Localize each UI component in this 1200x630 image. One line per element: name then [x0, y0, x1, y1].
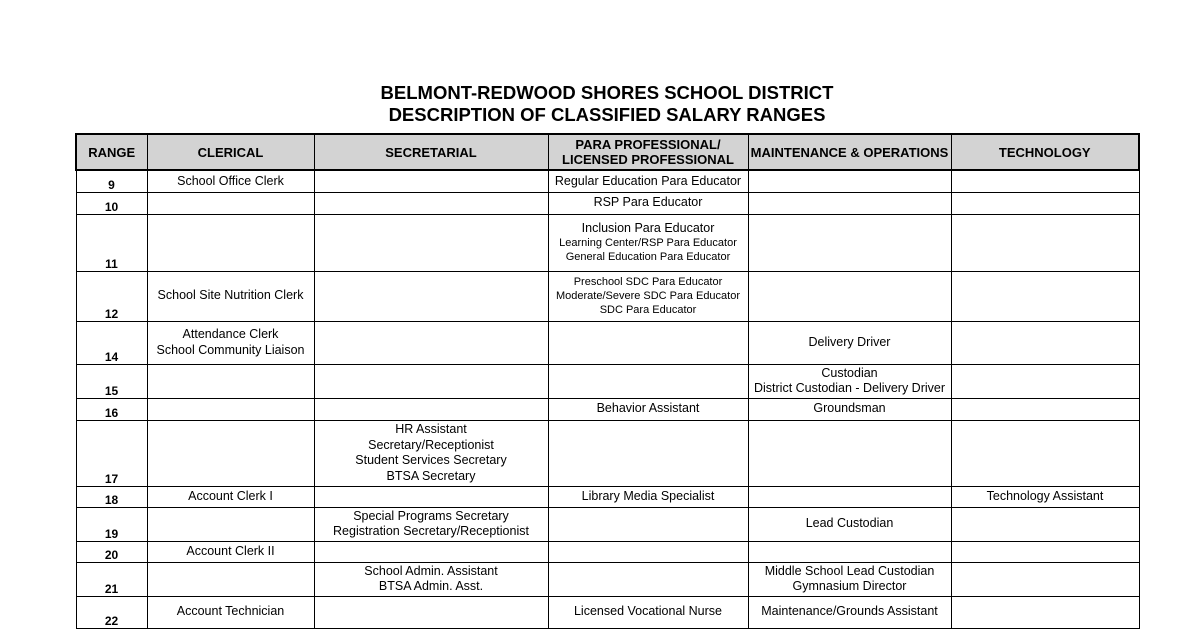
position-title: Gymnasium Director [792, 579, 907, 593]
technology-cell [951, 192, 1139, 214]
secretarial-cell [314, 192, 548, 214]
table-row [76, 170, 1139, 192]
position-title: School Site Nutrition Clerk [157, 288, 304, 303]
secretarial-cell [314, 170, 548, 192]
range-cell: 9 [76, 170, 147, 192]
position-title: Special Programs Secretary [353, 508, 509, 523]
document-subtitle: DESCRIPTION OF CLASSIFIED SALARY RANGES [388, 104, 826, 125]
clerical-cell [147, 420, 314, 486]
clerical-cell [147, 541, 314, 562]
secretarial-cell [314, 321, 548, 364]
position-title: SDC Para Educator [599, 304, 697, 316]
position-title: School Community Liaison [156, 342, 305, 357]
secretarial-cell [314, 214, 548, 271]
header-para-line1: PARA PROFESSIONAL/ [575, 137, 721, 152]
secretarial-cell [314, 398, 548, 420]
secretarial-cell [314, 541, 548, 562]
position-title: School Office Clerk [177, 173, 284, 188]
clerical-cell [147, 214, 314, 271]
range-cell: 15 [76, 364, 147, 398]
position-title: Inclusion Para Educator [581, 220, 715, 235]
table-row [76, 507, 1139, 541]
header-technology: TECHNOLOGY [951, 134, 1139, 170]
position-title: Preschool SDC Para Educator [573, 276, 723, 288]
position-title: Account Technician [176, 604, 285, 619]
range-cell: 16 [76, 398, 147, 420]
position-title: Middle School Lead Custodian [764, 563, 935, 578]
table-row [76, 214, 1139, 271]
technology-cell [951, 420, 1139, 486]
table-body [76, 170, 1139, 628]
position-title: Secretary/Receptionist [368, 437, 494, 452]
para-cell [548, 541, 748, 562]
clerical-cell [147, 398, 314, 420]
header-clerical: CLERICAL [147, 134, 314, 170]
position-title: Attendance Clerk [182, 327, 279, 341]
clerical-cell [147, 507, 314, 541]
maintenance-cell [748, 596, 951, 628]
maintenance-cell [748, 541, 951, 562]
range-cell: 17 [76, 420, 147, 486]
table-row [76, 398, 1139, 420]
technology-cell [951, 486, 1139, 507]
table-row [76, 596, 1139, 628]
position-title: Lead Custodian [805, 516, 894, 531]
position-title: School Admin. Assistant [364, 563, 498, 578]
position-title: BTSA Admin. Asst. [378, 579, 484, 593]
range-cell: 14 [76, 321, 147, 364]
secretarial-cell [314, 507, 548, 541]
technology-cell [951, 321, 1139, 364]
position-title: Student Services Secretary [355, 453, 507, 467]
position-title: Groundsman [813, 401, 886, 416]
para-cell [548, 364, 748, 398]
para-cell [548, 170, 748, 192]
position-title: Account Clerk II [186, 543, 275, 558]
technology-cell [951, 507, 1139, 541]
header-range: RANGE [76, 134, 147, 170]
position-title: RSP Para Educator [593, 195, 703, 210]
para-cell [548, 321, 748, 364]
clerical-cell [147, 364, 314, 398]
maintenance-cell [748, 562, 951, 596]
para-cell [548, 420, 748, 486]
technology-cell [951, 170, 1139, 192]
table-row [76, 541, 1139, 562]
range-cell: 21 [76, 562, 147, 596]
clerical-cell [147, 170, 314, 192]
clerical-cell [147, 596, 314, 628]
maintenance-cell [748, 364, 951, 398]
secretarial-cell [314, 271, 548, 321]
table-row [76, 562, 1139, 596]
para-cell [548, 507, 748, 541]
position-title: Regular Education Para Educator [554, 173, 742, 188]
maintenance-cell [748, 192, 951, 214]
position-title: District Custodian - Delivery Driver [753, 381, 945, 395]
range-cell: 18 [76, 486, 147, 507]
para-cell [548, 192, 748, 214]
range-cell: 11 [76, 214, 147, 271]
range-cell: 22 [76, 596, 147, 628]
table-row [76, 420, 1139, 486]
table-row [76, 486, 1139, 507]
secretarial-cell [314, 596, 548, 628]
secretarial-cell [314, 562, 548, 596]
position-title: Behavior Assistant [596, 401, 700, 416]
table-header-row [76, 134, 1139, 170]
para-cell [548, 398, 748, 420]
para-cell [548, 562, 748, 596]
range-cell: 10 [76, 192, 147, 214]
para-cell [548, 596, 748, 628]
position-title: Account Clerk I [188, 488, 273, 503]
clerical-cell [147, 192, 314, 214]
range-cell: 20 [76, 541, 147, 562]
clerical-cell [147, 486, 314, 507]
header-secretarial: SECRETARIAL [314, 134, 548, 170]
para-cell [548, 214, 748, 271]
position-title: Moderate/Severe SDC Para Educator [555, 290, 741, 302]
position-title: Maintenance/Grounds Assistant [761, 604, 938, 619]
position-title: General Education Para Educator [565, 251, 731, 264]
header-para-professional [548, 134, 748, 170]
table-row [76, 271, 1139, 321]
secretarial-cell [314, 364, 548, 398]
technology-cell [951, 364, 1139, 398]
table-row [76, 364, 1139, 398]
position-title: Library Media Specialist [581, 488, 715, 503]
maintenance-cell [748, 271, 951, 321]
position-title: Learning Center/RSP Para Educator [559, 237, 737, 250]
technology-cell [951, 541, 1139, 562]
position-title: Registration Secretary/Receptionist [333, 524, 529, 538]
position-title: Licensed Vocational Nurse [573, 604, 722, 619]
header-maintenance: MAINTENANCE & OPERATIONS [748, 134, 951, 170]
clerical-cell [147, 562, 314, 596]
secretarial-cell [314, 486, 548, 507]
range-cell: 12 [76, 271, 147, 321]
position-title: HR Assistant [395, 422, 467, 436]
maintenance-cell [748, 398, 951, 420]
position-title: Delivery Driver [808, 334, 891, 349]
maintenance-cell [748, 507, 951, 541]
salary-ranges-table [75, 133, 1140, 629]
position-title: BTSA Secretary [386, 468, 476, 483]
maintenance-cell [748, 214, 951, 271]
para-cell [548, 271, 748, 321]
clerical-cell [147, 321, 314, 364]
para-cell [548, 486, 748, 507]
maintenance-cell [748, 170, 951, 192]
technology-cell [951, 562, 1139, 596]
position-title: Technology Assistant [986, 488, 1104, 503]
maintenance-cell [748, 321, 951, 364]
table-row [76, 192, 1139, 214]
secretarial-cell [314, 420, 548, 486]
technology-cell [951, 398, 1139, 420]
document-title: BELMONT-REDWOOD SHORES SCHOOL DISTRICT [380, 82, 834, 103]
clerical-cell [147, 271, 314, 321]
header-para-line2: LICENSED PROFESSIONAL [562, 152, 734, 167]
range-cell: 19 [76, 507, 147, 541]
position-title: Custodian [821, 365, 878, 380]
maintenance-cell [748, 486, 951, 507]
table-row [76, 321, 1139, 364]
technology-cell [951, 271, 1139, 321]
technology-cell [951, 596, 1139, 628]
technology-cell [951, 214, 1139, 271]
maintenance-cell [748, 420, 951, 486]
